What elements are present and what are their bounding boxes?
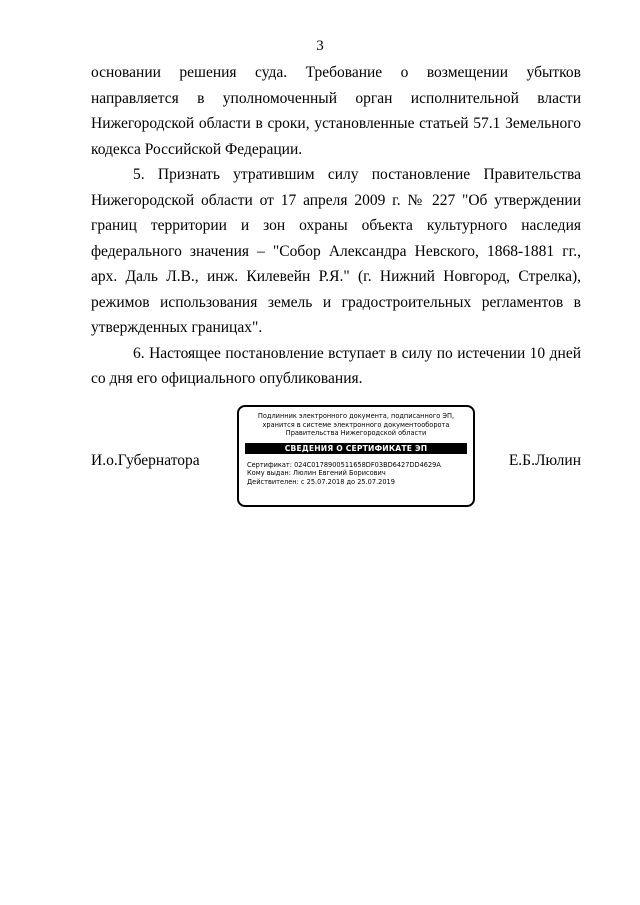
paragraph-5: 5. Признать утратившим силу постановление Правительства Нижегородской области от 17 апреля 2009 г. № 227 "Об утверждении границ территории и зон охраны объекта культурного наследия федерального значения – "Собор Александра Невского, 1868-1881 гг., арх. Даль Л.В., инж. Килевейн Р.Я." (г. Нижний Новгород, Стрелка), режимов использования земель и градостроительных регламентов в утвержденных границах". <box>91 166 581 336</box>
paragraph-continuation: основании решения суда. Требование о возмещении убытков направляется в уполномоченный орган исполнительной власти Нижегородской области в сроки, установленные статьей 57.1 Земельного кодекса Российской Федерации. <box>91 64 581 158</box>
stamp-details <box>239 461 473 487</box>
stamp-header-line: хранится в системе электронного документооборота <box>262 420 450 429</box>
page-number: 3 <box>316 38 324 54</box>
electronic-signature-stamp <box>237 405 475 507</box>
stamp-header <box>239 412 473 438</box>
certificate-number: Сертификат: 024C0178900511658DF03BD6427DD4629A <box>247 460 441 469</box>
stamp-header-line: Подлинник электронного документа, подписанного ЭП, <box>257 412 455 420</box>
paragraph-6: 6. Настоящее постановление вступает в силу по истечении 10 дней со дня его официального опубликования. <box>91 344 581 387</box>
signatory-name: Е.Б.Люлин <box>508 452 581 469</box>
signatory-title: И.о.Губернатора <box>91 452 200 469</box>
certificate-validity: Действителен: с 25.07.2018 до 25.07.2019 <box>247 477 395 486</box>
certificate-owner: Кому выдан: Люлин Евгений Борисович <box>247 469 386 478</box>
stamp-certificate-heading: СВЕДЕНИЯ О СЕРТИФИКАТЕ ЭП <box>245 443 467 454</box>
stamp-header-line: Правительства Нижегородской области <box>285 429 427 438</box>
document-body <box>91 60 581 392</box>
